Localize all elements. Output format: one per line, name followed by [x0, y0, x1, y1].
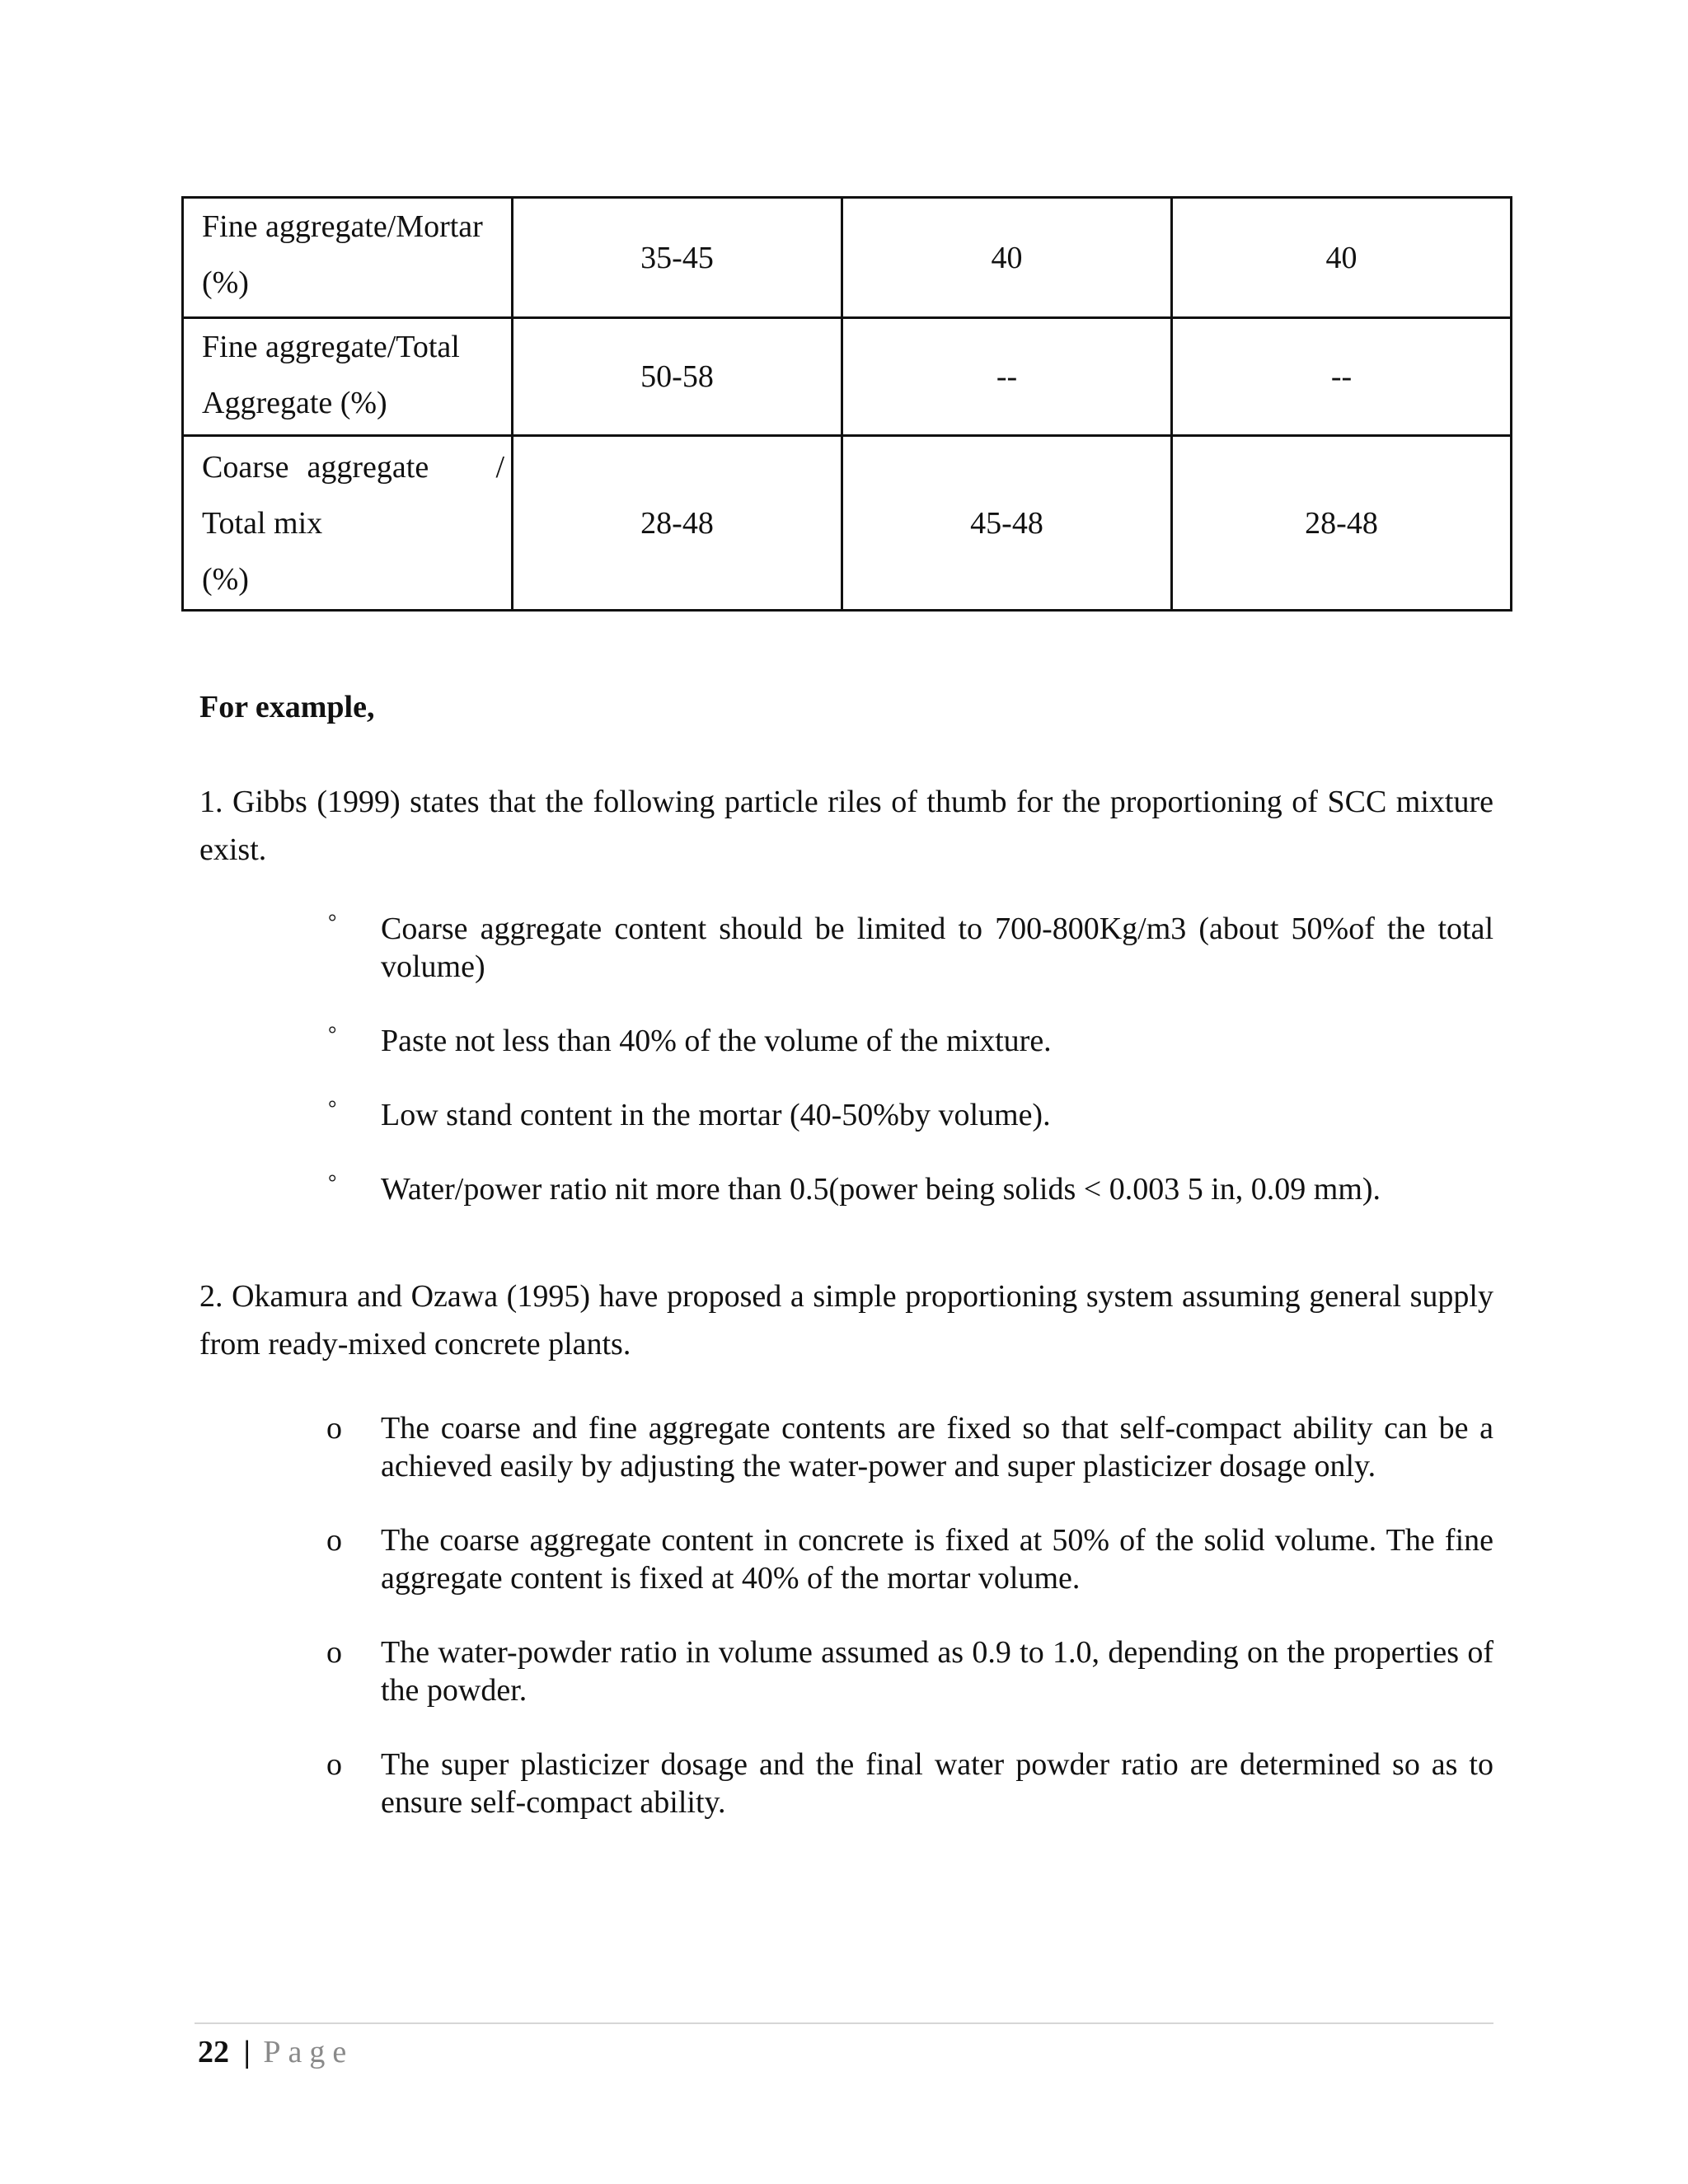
table-cell: 45-48	[842, 436, 1172, 611]
list-item	[326, 1521, 1493, 1597]
table-cell: --	[842, 318, 1172, 436]
list-item-text: Low stand content in the mortar (40-50%by volume).	[381, 1098, 1051, 1132]
circle-bullet-icon: o	[326, 1635, 342, 1670]
list-item-text: The coarse aggregate content in concrete is fixed at 50% of the solid volume. The fine aggregate content is fixed at 40% of the mortar volume.	[381, 1523, 1493, 1596]
table-row-label-rest: Total mix (%)	[202, 505, 323, 597]
degree-bullet-icon: °	[328, 1096, 337, 1120]
circle-bullet-icon: o	[326, 1747, 342, 1782]
list-item-text: The super plasticizer dosage and the final water powder ratio are determined so as to ensure self-compact ability.	[381, 1747, 1493, 1820]
page-label: Page	[263, 2035, 354, 2069]
page-footer	[198, 2027, 354, 2077]
section-heading: For example,	[199, 690, 375, 724]
table-cell: --	[1172, 318, 1512, 436]
circle-bullet-icon: o	[326, 1523, 342, 1558]
list-item	[326, 1022, 1493, 1060]
footer-separator: |	[243, 2035, 251, 2069]
page-number: 22	[198, 2035, 229, 2069]
table-cell: 35-45	[513, 198, 842, 318]
table-cell: 40	[842, 198, 1172, 318]
table-row	[183, 318, 1512, 436]
degree-bullet-icon: °	[328, 1170, 337, 1194]
table-row-label-line	[202, 439, 504, 495]
table-cell: 40	[1172, 198, 1512, 318]
list-item-text: Water/power ratio nit more than 0.5(power being solids < 0.003 5 in, 0.09 mm).	[381, 1172, 1381, 1207]
mix-proportions-table	[181, 196, 1512, 612]
table-cell: 28-48	[513, 436, 842, 611]
list-item-text: Paste not less than 40% of the volume of the mixture.	[381, 1024, 1052, 1058]
table-row-label: Fine aggregate/Total Aggregate (%)	[183, 318, 513, 436]
degree-bullet-icon: °	[328, 910, 337, 934]
list-item	[326, 1409, 1493, 1485]
degree-bullet-icon: °	[328, 1022, 337, 1046]
list-item	[326, 1170, 1493, 1208]
list-item-text: The coarse and fine aggregate contents are fixed so that self-compact ability can be a achieved easily by adjusting the water-power and super plasticizer dosage only.	[381, 1411, 1493, 1483]
label-word: Coarse	[202, 449, 289, 485]
table-row-label: Fine aggregate/Mortar (%)	[183, 198, 513, 318]
gibbs-rules-list	[326, 910, 1493, 1244]
paragraph-okamura: 2. Okamura and Ozawa (1995) have proposed a simple proportioning system assuming general supply from ready-mixed concrete plants.	[199, 1279, 1493, 1361]
table-row-label	[183, 436, 513, 611]
circle-bullet-icon: o	[326, 1411, 342, 1446]
table-row	[183, 436, 1512, 611]
list-item	[326, 1746, 1493, 1821]
label-word: /	[495, 449, 504, 485]
table-cell: 50-58	[513, 318, 842, 436]
list-item	[326, 1096, 1493, 1134]
list-item-text: The water-powder ratio in volume assumed as 0.9 to 1.0, depending on the properties of the powder.	[381, 1635, 1493, 1708]
footer-divider	[195, 2022, 1493, 2024]
table-row	[183, 198, 1512, 318]
table-cell: 28-48	[1172, 436, 1512, 611]
list-item	[326, 910, 1493, 986]
list-item	[326, 1633, 1493, 1709]
okamura-rules-list	[326, 1409, 1493, 1858]
list-item-text: Coarse aggregate content should be limited to 700-800Kg/m3 (about 50%of the total volume)	[381, 912, 1493, 984]
paragraph-gibbs: 1. Gibbs (1999) states that the following particle riles of thumb for the proportioning of SCC mixture exist.	[199, 785, 1493, 867]
label-word: aggregate	[307, 449, 429, 485]
